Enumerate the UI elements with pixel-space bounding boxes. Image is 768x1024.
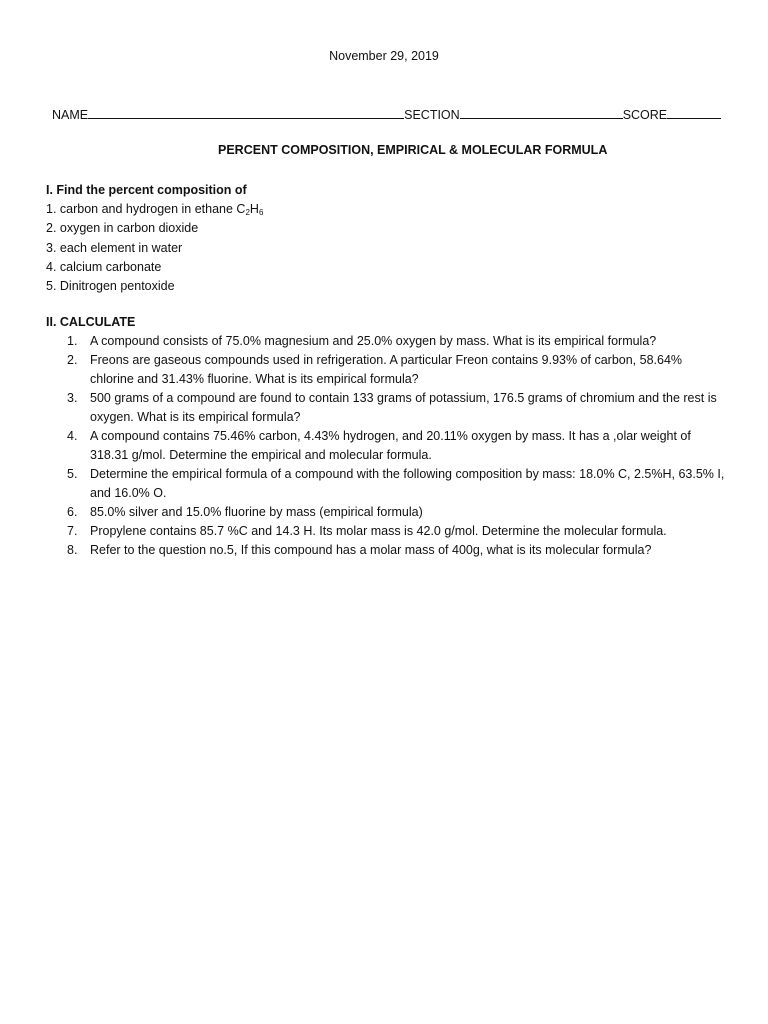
part2-heading: II. CALCULATE [46,315,136,329]
part1-item: 3. each element in water [46,240,183,255]
question-number: 2. [67,353,78,368]
question-text: Refer to the question no.5, If this compound has a molar mass of 400g, what is its molecular formula? [90,543,652,558]
question-text: Determine the empirical formula of a compound with the following composition by mass: 18.0% C, 2.5%H, 63.5% I, and 16.0% O. [90,467,725,501]
worksheet-title: PERCENT COMPOSITION, EMPIRICAL & MOLECULAR FORMULA [218,143,608,157]
part2-section [46,313,726,560]
score-label: SCORE [622,108,668,122]
part1-item: 1. carbon and hydrogen in ethane $C_2H_6$ [46,202,264,218]
question-item [46,389,726,427]
question-text: A compound consists of 75.0% magnesium and 25.0% oxygen by mass. What is its empirical formula? [90,334,657,349]
question-number: 7. [67,524,78,539]
part1-item: 4. calcium carbonate [46,259,162,274]
question-text: Freons are gaseous compounds used in refrigeration. A particular Freon contains 9.93% of carbon, 58.64% chlorine and 31.43% fluorine. What is its empirical formula? [90,353,683,387]
question-number: 1. [67,334,78,349]
question-number: 6. [67,505,78,520]
question-number: 5. [67,467,78,482]
part1-item: 5. Dinitrogen pentoxide [46,279,175,294]
section-blank[interactable] [460,105,623,119]
question-text: A compound contains 75.46% carbon, 4.43% hydrogen, and 20.11% oxygen by mass. It has a ,olar weight of 318.31 g/mol. Determine the empirical and molecular formula. [90,429,691,463]
question-number: 3. [67,391,78,406]
question-item [46,351,726,389]
question-item [46,503,726,522]
name-label: NAME [52,108,89,122]
student-info-line [52,105,722,122]
score-blank[interactable] [667,105,721,119]
section-label: SECTION [404,108,460,122]
question-number: 4. [67,429,78,444]
question-text: Propylene contains 85.7 %C and 14.3 H. Its molar mass is 42.0 g/mol. Determine the molecular formula. [90,524,667,539]
part1-section [46,181,263,296]
part1-heading: I. Find the percent composition of [46,183,247,197]
worksheet-date: November 29, 2019 [329,49,439,63]
question-text: 500 grams of a compound are found to contain 133 grams of potassium, 176.5 grams of chromium and the rest is oxygen. What is its empirical formula? [90,391,717,425]
name-blank[interactable] [88,105,404,119]
question-item [46,427,726,465]
part2-question-list [46,332,726,560]
question-text: 85.0% silver and 15.0% fluorine by mass (empirical formula) [90,505,423,520]
question-number: 8. [67,543,78,558]
question-item [46,522,726,541]
question-item [46,541,726,560]
part1-item: 2. oxygen in carbon dioxide [46,221,199,236]
question-item [46,332,726,351]
question-item [46,465,726,503]
